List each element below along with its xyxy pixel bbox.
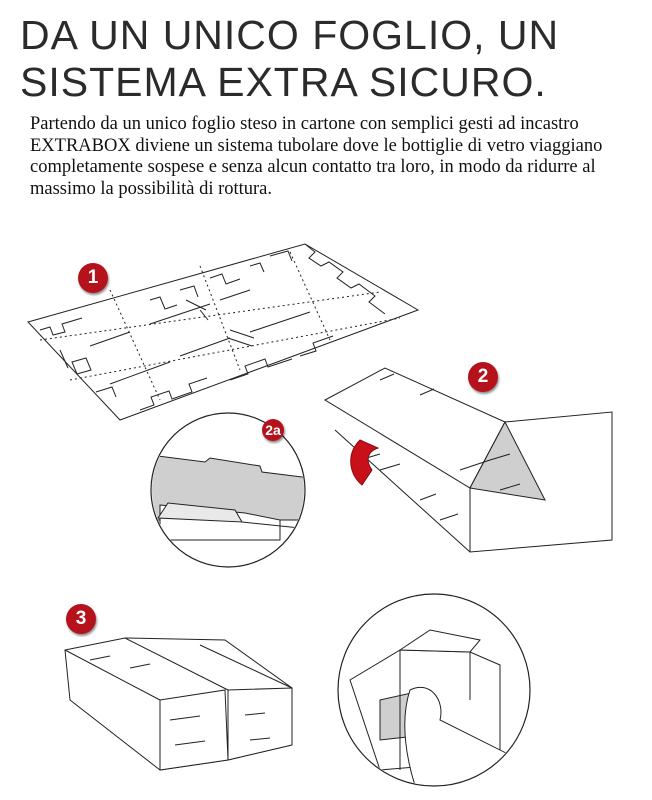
assembled-box-drawing xyxy=(65,638,292,770)
step-1-badge: 1 xyxy=(78,263,108,293)
intro-paragraph: Partendo da un unico foglio steso in cartone con semplici gesti ad incastro EXTRABOX diviene un sistema tubolare dove le bottiglie di vetro viaggiano completamente sospese e senza alcun contatto tra loro, in modo da ridurre al massimo la possibilità di rottura. xyxy=(30,114,603,199)
headline-line-2: SISTEMA EXTRA SICURO. xyxy=(20,59,547,105)
headline-line-1: DA UN UNICO FOGLIO, UN xyxy=(20,12,560,58)
step-2-badge: 2 xyxy=(468,362,498,392)
step-2a-badge: 2a xyxy=(262,419,284,441)
folding-sheet-drawing xyxy=(325,368,612,552)
hand-detail-drawing xyxy=(338,594,540,800)
step-3-badge: 3 xyxy=(66,604,96,634)
detail-circle-drawing xyxy=(150,413,310,567)
